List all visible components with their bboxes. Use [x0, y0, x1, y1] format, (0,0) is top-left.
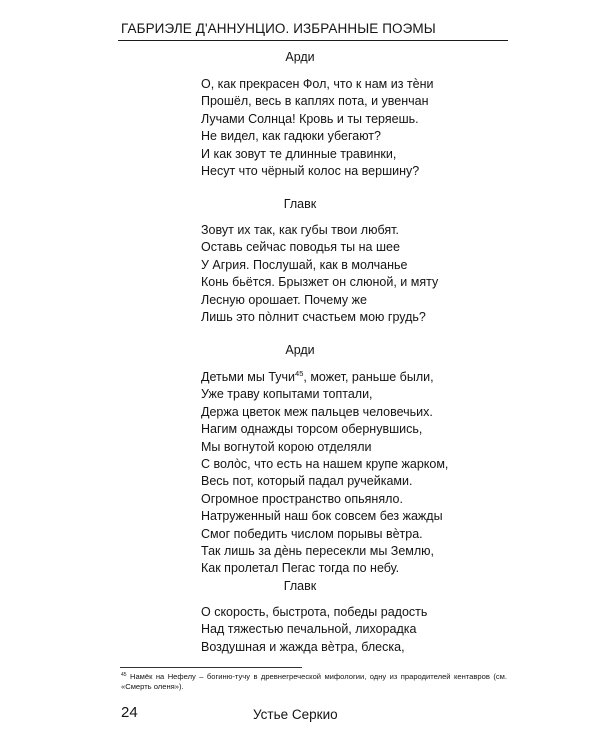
verse-line: Оставь сейчас поводья ты на шее: [201, 240, 400, 255]
footnote: [121, 672, 507, 692]
verse-text: , может, раньше были,: [303, 370, 434, 384]
footnote-text: Намёк на Нефелу – богиню-тучу в древнегреческой мифологии, одну из прародителей кентавров (см. «Смерть оленя»).: [121, 672, 507, 692]
verse-line: Конь бьётся. Брызжет он слюной, и мяту: [201, 275, 439, 290]
speaker-name: Арди: [285, 343, 315, 357]
verse-line: Прошёл, весь в каплях пота, и увенчан: [201, 94, 429, 109]
verse-line: Не видел, как гадюки убегают?: [201, 129, 381, 144]
verse-line: Зовут их так, как губы твои любят.: [201, 223, 399, 237]
verse-line: О, как прекрасен Фол, что к нам из тѐни: [201, 77, 434, 91]
stanza: [201, 369, 448, 578]
speaker-name: Главк: [283, 579, 317, 593]
verse-line: Над тяжестью печальной, лихорадка: [201, 622, 417, 637]
stanza: [201, 76, 433, 180]
header-rule: [118, 40, 508, 41]
verse-line: И как зовут те длинные травинки,: [201, 146, 397, 161]
stanza: [201, 222, 438, 326]
running-header: ГАБРИЭЛЕ Д'АННУНЦИО. ИЗБРАННЫЕ ПОЭМЫ: [121, 21, 436, 36]
verse-line: Лишь это пòлнит счастьем мою грудь?: [201, 310, 426, 325]
verse-line: Весь пот, который падал ручейками.: [201, 474, 413, 489]
verse-line: Нагим однажды торсом обернувшись,: [201, 422, 423, 437]
verse-line: Мы вогнутой корою отделяли: [201, 439, 372, 454]
verse-line: С волòс, что есть на нашем крупе жарком,: [201, 457, 449, 472]
footnote-rule: [120, 667, 302, 668]
verse-line: [201, 369, 448, 386]
verse-line: Как пролетал Пегас тогда по небу.: [201, 561, 400, 576]
verse-text: Детьми мы Тучи: [201, 370, 296, 384]
page-number: 24: [121, 704, 138, 721]
footnote-number: 45: [121, 672, 127, 678]
verse-line: О скорость, быстрота, победы радость: [201, 605, 428, 619]
verse-line: Уже траву копытами топтали,: [201, 387, 373, 402]
verse-line: Лучами Солнца! Кровь и ты теряешь.: [201, 111, 419, 126]
verse-line: Смог победить числом порывы вѐтра.: [201, 526, 423, 541]
verse-line: Так лишь за дѐнь пересекли мы Землю,: [201, 544, 435, 559]
footer-title: Устье Серкио: [253, 707, 338, 722]
verse-line: Огромное пространство опьяняло.: [201, 491, 403, 506]
verse-line: Держа цветок меж пальцев человечьих.: [201, 404, 433, 419]
speaker-name: Главк: [283, 197, 317, 211]
verse-line: Натруженный наш бок совсем без жажды: [201, 509, 443, 524]
verse-line: Воздушная и жажда вѐтра, блеска,: [201, 639, 405, 654]
verse-line: Несут что чёрный колос на вершину?: [201, 164, 420, 179]
verse-line: Лесную орошает. Почему же: [201, 292, 367, 307]
verse-line: У Агрия. Послушай, как в молчанье: [201, 257, 408, 272]
stanza: [201, 604, 427, 656]
footnote-reference: 45: [295, 369, 304, 378]
speaker-name: Арди: [285, 50, 315, 64]
